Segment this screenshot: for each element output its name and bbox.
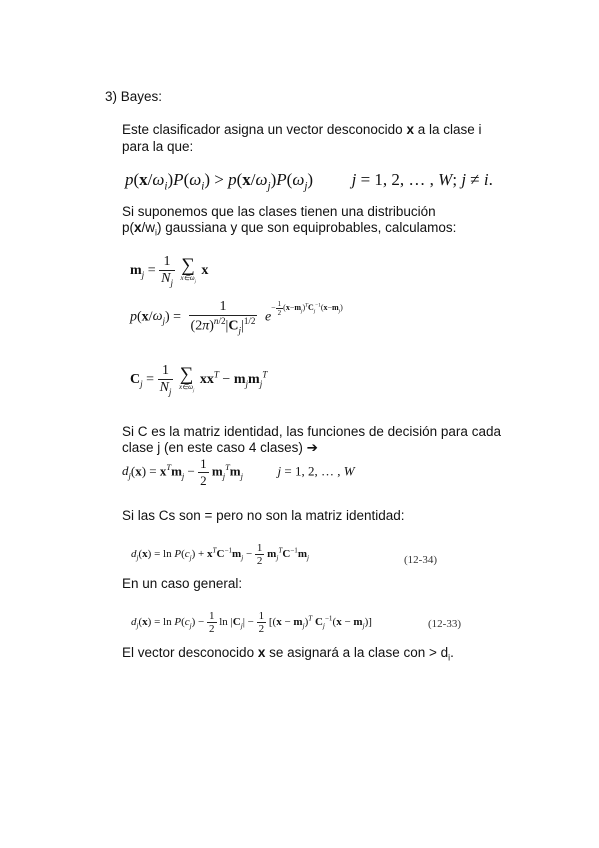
paragraph-1-text-end: a la clase i <box>417 122 482 137</box>
section-title: 3) Bayes: <box>105 89 163 104</box>
paragraph-3-line-1: Si C es la matriz identidad, las funciones de decisión para cada <box>122 424 501 439</box>
equation-gaussian: $p(x/\omega_j)$ = $\frac{1}{(2\pi)^{n/2}|C_j|^{1/2}}$ $e^{- \frac{1}{2} (x-m_j)^TC_j^{-1}(x-m_j)}$ <box>130 299 343 336</box>
p6-middle: se asignará a la clase con > d <box>269 645 449 660</box>
p2-prefix: p( <box>122 220 135 235</box>
p6-suffix: . <box>450 645 454 660</box>
equation-number-12-33: (12-33) <box>428 618 461 630</box>
equation-covariance: $C_j$ = $\frac{1}{N_j}$ ∑ $x\in\omega_j$ $xx^T - m_jm_j^T$ <box>130 363 268 397</box>
vector-x: x <box>257 645 266 660</box>
p6-subscript: i <box>448 652 451 663</box>
p6-prefix: El vector desconocido <box>122 645 255 660</box>
paragraph-1-text: Este clasificador asigna un vector desconocido <box>122 122 403 137</box>
equation-bayes-rule: $p(x/\omega_i)P(\omega_i) > p(x/\omega_j)P(\omega_j) j = 1$, 2, … , W; j ≠ i. <box>125 170 493 193</box>
paragraph-1-line-1 <box>122 122 482 138</box>
paragraph-5: En un caso general: <box>122 576 243 591</box>
paragraph-2-line-2 <box>122 220 456 241</box>
equation-decision-identity: $d_j(x) = x^Tm_j$ − $\frac{1}{2}$ $m_j^Tm_j$ j = 1, 2, … , W <box>122 456 355 488</box>
equation-mean: $m_j$ = $\frac{1}{N_j}$ ∑ $x\in\omega_j$ x <box>130 254 209 288</box>
paragraph-3-line-2: clase j (en este caso 4 clases) ➔ <box>122 440 318 455</box>
p2-suffix: ) gaussiana y que son equiprobables, calculamos: <box>156 220 457 235</box>
p2-subscript: i <box>155 227 157 238</box>
equation-decision-equal-cov: $d_j(x) = \ln P(c_j) + x^TC^{-1}m_j$ − $\frac{1}{2}$ $m_j^TC^{-1}m_j$ <box>131 542 310 567</box>
equation-number-12-34: (12-34) <box>404 554 437 566</box>
paragraph-4: Si las Cs son = pero no son la matriz identidad: <box>122 508 405 523</box>
paragraph-1-line-2: para la que: <box>122 139 194 154</box>
vector-x: x <box>406 122 414 137</box>
paragraph-2-line-1: Si suponemos que las clases tienen una distribución <box>122 204 436 219</box>
paragraph-6 <box>122 645 454 666</box>
p2-w: /w <box>141 220 156 235</box>
vector-x: x <box>134 220 142 235</box>
equation-decision-general: $d_j(x) = \ln P(c_j)$ − $\frac{1}{2}$ $\ln |C_j|$ − $\frac{1}{2}$ [$(x - m_j)^T$ $C_j^{-1}(x - m_j)$] <box>131 610 372 635</box>
